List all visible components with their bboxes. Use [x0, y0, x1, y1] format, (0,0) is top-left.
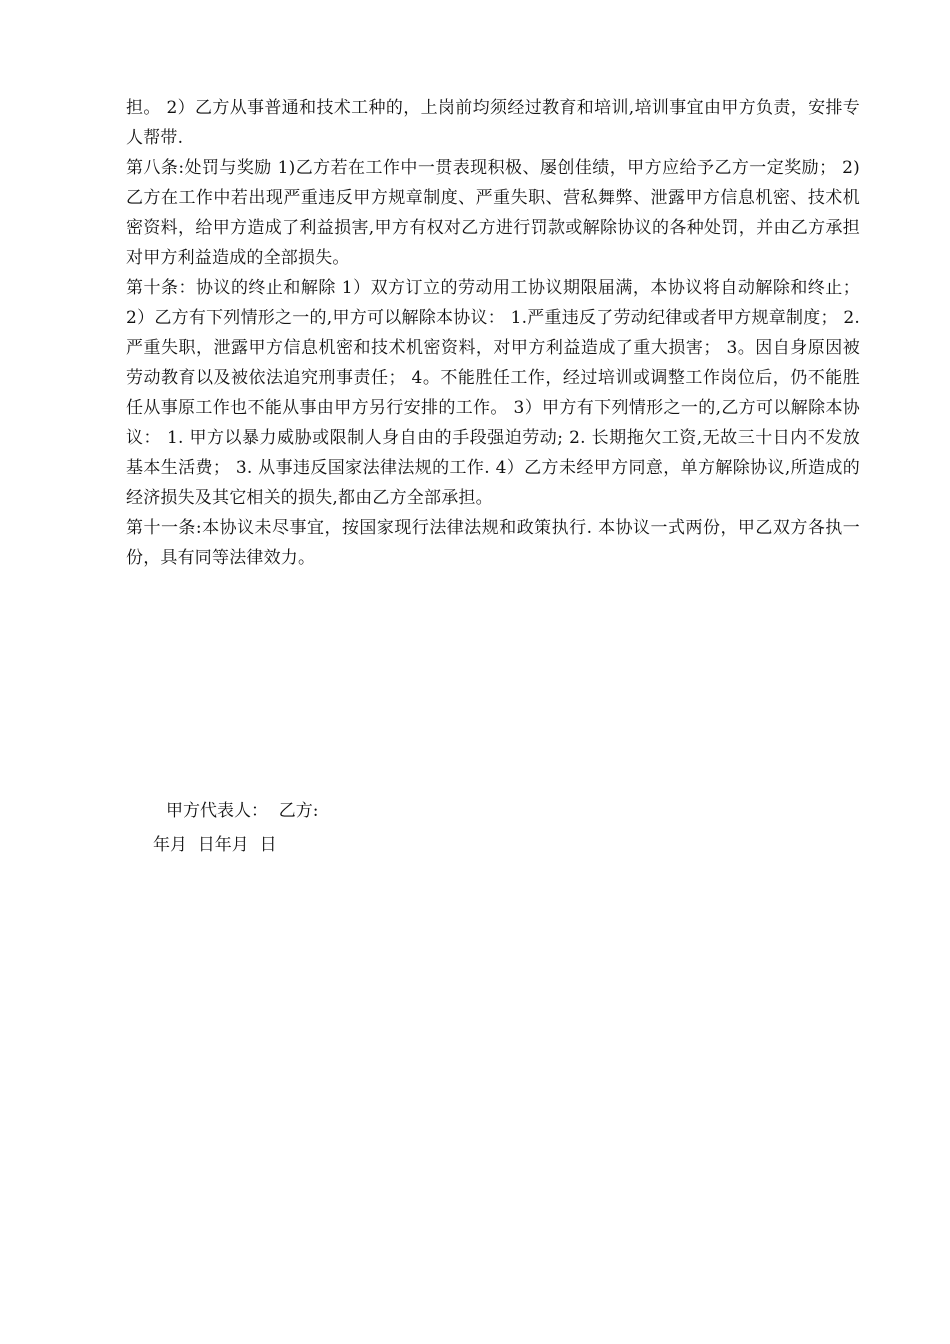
paragraph-clause-10: 第十条：协议的终止和解除 1）双方订立的劳动用工协议期限届满，本协议将自动解除和终止； 2）乙方有下列情形之一的,甲方可以解除本协议： 1.严重违反了劳动纪律或者甲方规章制度； 2.严重失职，泄露甲方信息机密和技术机密资料，对甲方利益造成了重大损害； 3。因自身原因被劳动教育以及被依法追究刑事责任； 4。不能胜任工作，经过培训或调整工作岗位后，仍不能胜任从事原工作也不能从事由甲方另行安排的工作。 3）甲方有下列情形之一的,乙方可以解除本协议： 1. 甲方以暴力威胁或限制人身自由的手段强迫劳动; 2. 长期拖欠工资,无故三十日内不发放基本生活费； 3. 从事违反国家法律法规的工作. 4）乙方未经甲方同意，单方解除协议,所造成的经济损失及其它相关的损失,都由乙方全部承担。	[126, 278, 860, 508]
paragraph-clause-7-continued: 担。 2）乙方从事普通和技术工种的，上岗前均须经过教育和培训,培训事宜由甲方负责，安排专人帮带.	[126, 98, 860, 148]
paragraph-clause-11: 第十一条:本协议未尽事宜，按国家现行法律法规和政策执行. 本协议一式两份，甲乙双方各执一份，具有同等法律效力。	[126, 518, 860, 568]
signature-parties: 甲方代表人： 乙方:	[166, 801, 319, 821]
paragraph-clause-8: 第八条:处罚与奖励 1)乙方若在工作中一贯表现积极、屡创佳绩，甲方应给予乙方一定奖励； 2)乙方在工作中若出现严重违反甲方规章制度、严重失职、营私舞弊、泄露甲方信息机密、技术机密资料，给甲方造成了利益损害,甲方有权对乙方进行罚款或解除协议的各种处罚，并由乙方承担对甲方利益造成的全部损失。	[126, 158, 860, 268]
agreement-body	[126, 93, 860, 573]
signature-dates: 年月 日年月 日	[153, 835, 277, 855]
